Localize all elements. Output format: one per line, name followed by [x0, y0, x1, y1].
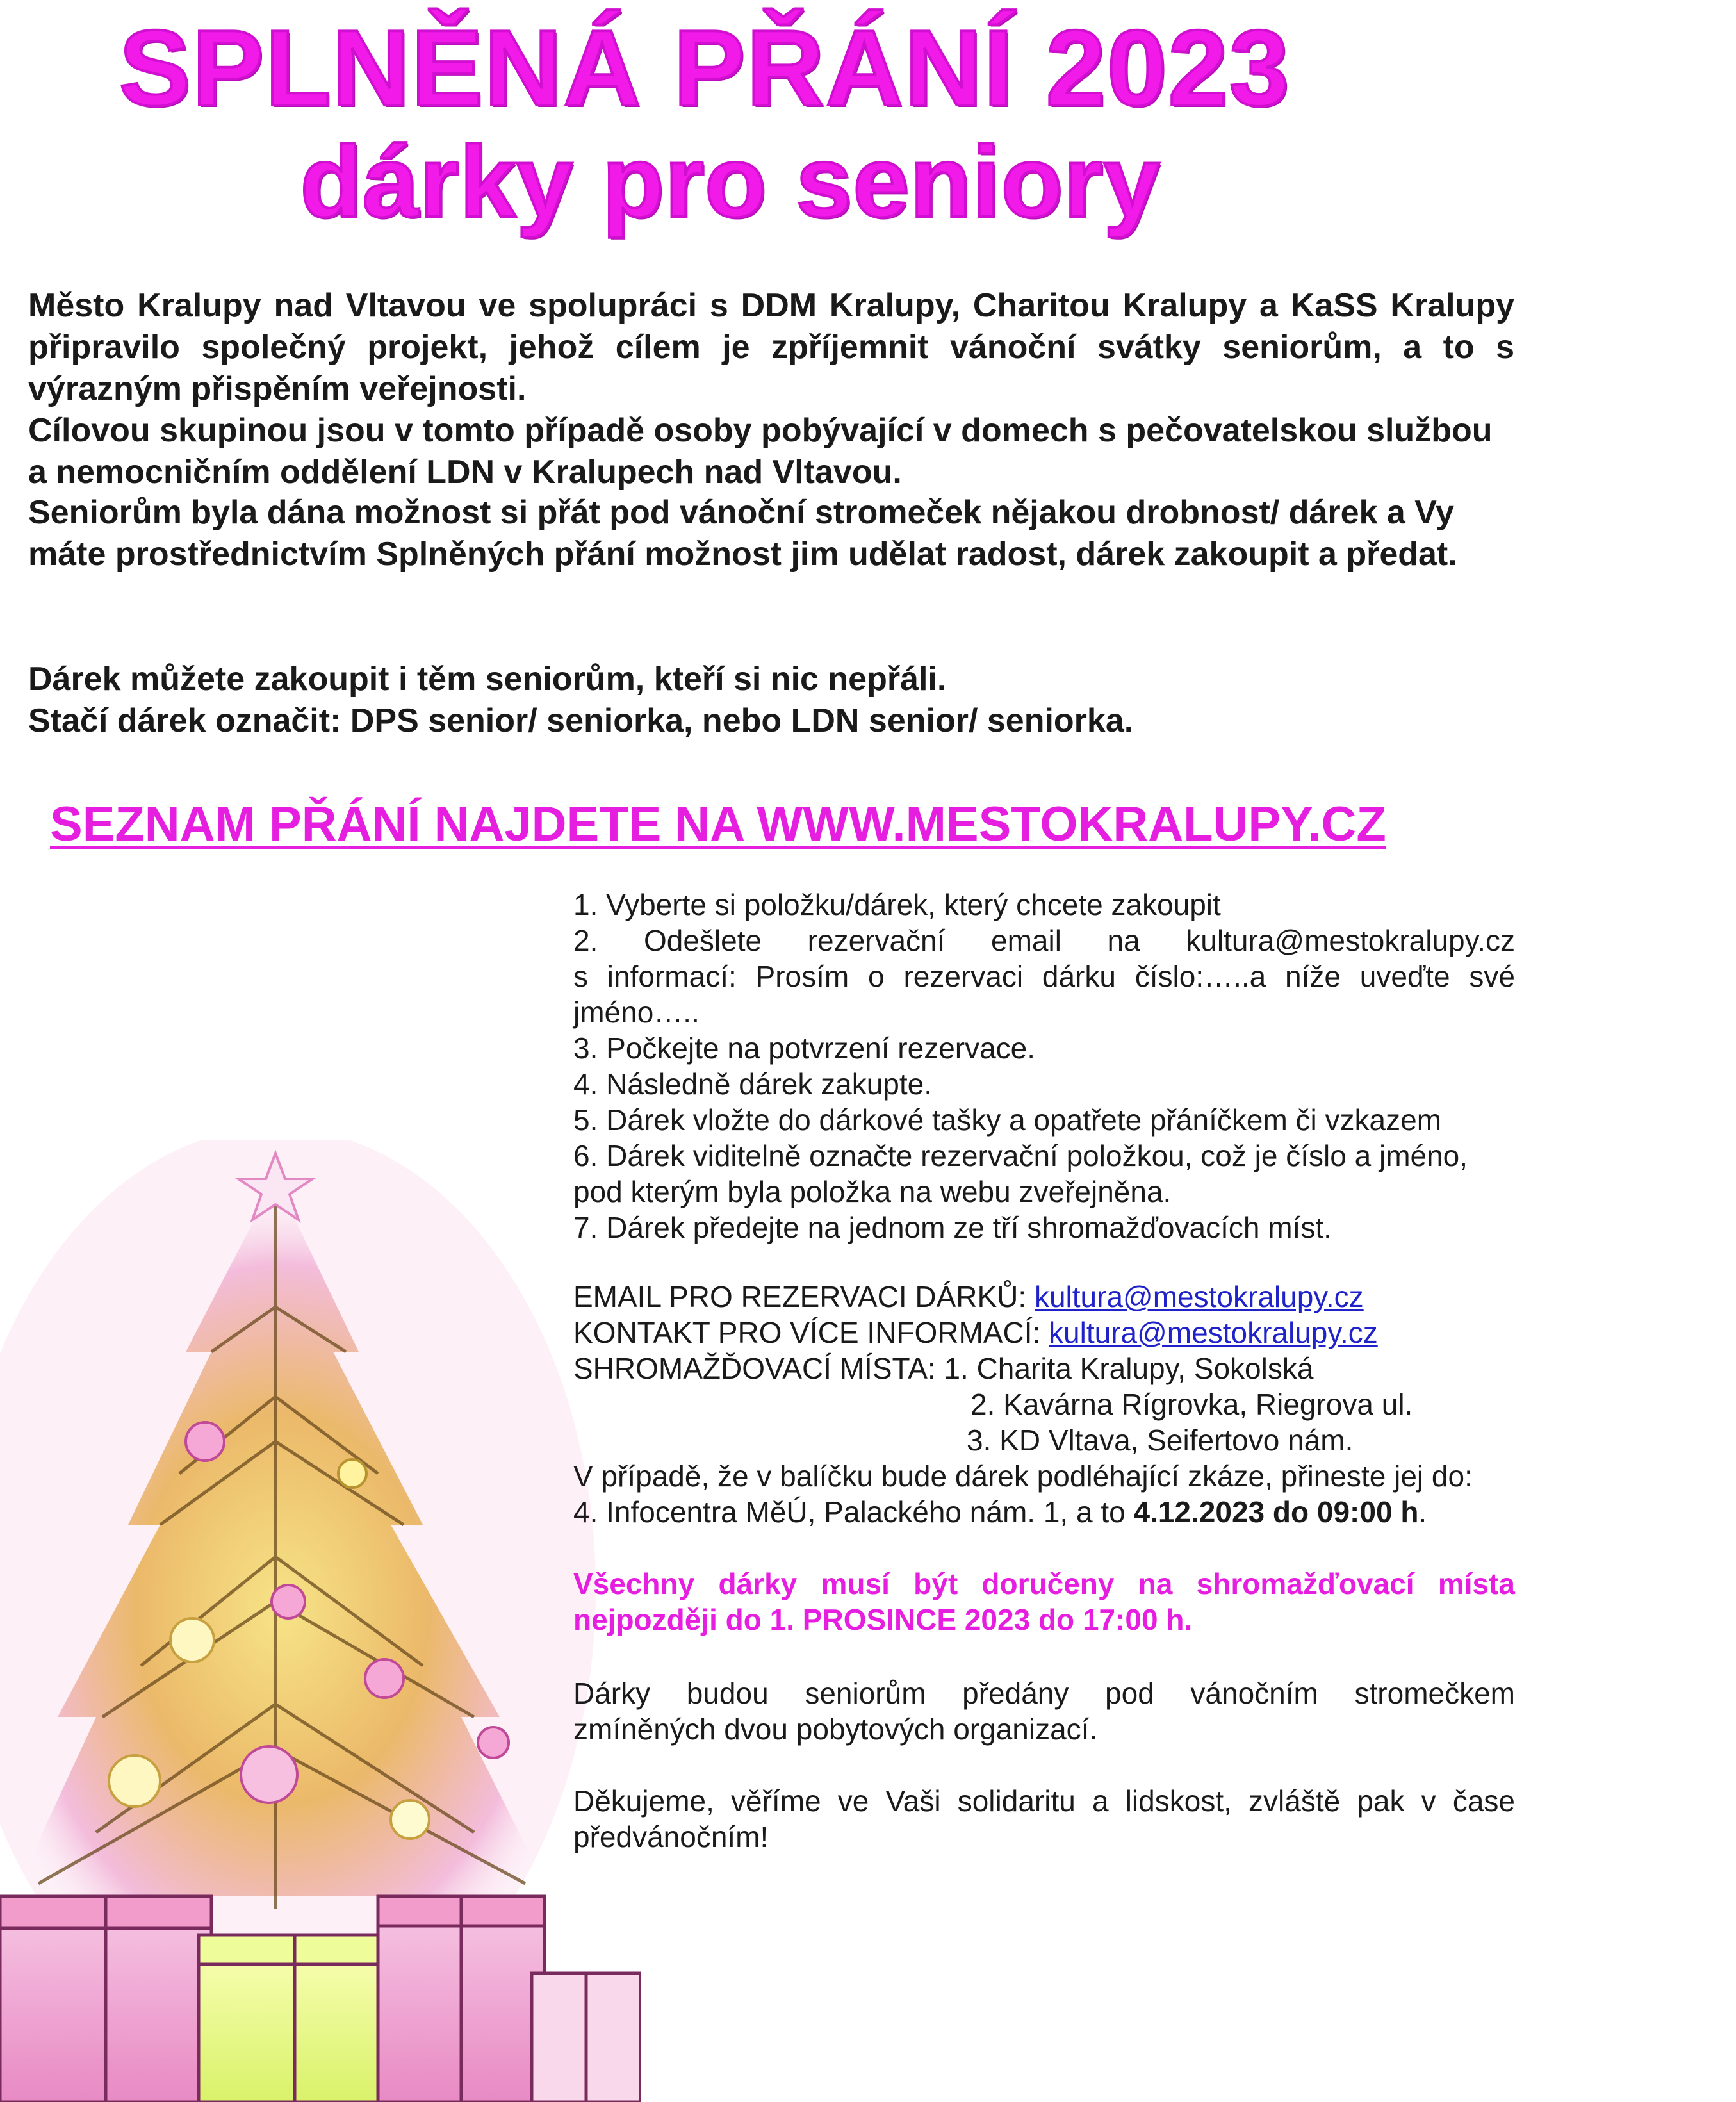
collection-point-2: 2. Kavárna Rígrovka, Riegrova ul.: [970, 1388, 1413, 1421]
step-2-cont: s informací: Prosím o rezervaci dárku číslo:…..a níže uveďte své: [573, 960, 1515, 993]
collection-point-4-end: .: [1418, 1495, 1427, 1529]
info-contact-link[interactable]: kultura@mestokralupy.cz: [1049, 1316, 1378, 1349]
step-3: 3. Počkejte na potvrzení rezervace.: [573, 1031, 1036, 1065]
step-4: 4. Následně dárek zakupte.: [573, 1067, 933, 1101]
email-reservation-label: EMAIL PRO REZERVACI DÁRKŮ:: [573, 1280, 1035, 1313]
info-contact-label: KONTAKT PRO VÍCE INFORMACÍ:: [573, 1316, 1049, 1349]
delivery-deadline: [573, 1566, 1515, 1638]
step-6: 6. Dárek viditelně označte rezervační položkou, což je číslo a jméno,: [573, 1139, 1468, 1172]
christmas-tree-illustration: [0, 1140, 641, 2102]
email-reservation-line: [573, 1279, 1515, 1315]
collection-point-3: 3. KD Vltava, Seifertovo nám.: [967, 1424, 1354, 1457]
intro-paragraph-2: Cílovou skupinou jsou v tomto případě osoby pobývající v domech s pečovatelskou službou a nemocničním oddělení LDN v Kralupech nad Vltavou.: [28, 412, 1493, 491]
intro-paragraph-1: Město Kralupy nad Vltavou ve spolupráci s DDM Kralupy, Charitou Kralupy a KaSS Kralupy připravilo společný projekt, jehož cílem je zpříjemnit vánoční svátky seniorům, a to s výrazným přispěním veřejnosti.: [28, 287, 1514, 407]
intro-paragraph-3: Seniorům byla dána možnost si přát pod vánoční stromeček nějakou drobnost/ dárek a Vy máte prostřednictvím Splněných přání možnost jim udělat radost, dárek zakoupit a předat.: [28, 494, 1457, 573]
contact-info: [573, 1279, 1515, 1530]
thanks-line-2: předvánočním!: [573, 1820, 769, 1853]
step-1: 1. Vyberte si položku/dárek, který chcete zakoupit: [573, 888, 1221, 921]
step-6-cont: pod kterým byla položka na webu zveřejněna.: [573, 1175, 1172, 1208]
instructions-list: [573, 887, 1515, 1245]
handover-line-1: Dárky budou seniorům předány pod vánočním stromečkem: [573, 1677, 1515, 1710]
deadline-line-2: nejpozději do 1. PROSINCE 2023 do 17:00 h.: [573, 1603, 1193, 1636]
handover-line-2: zmíněných dvou pobytových organizací.: [573, 1712, 1098, 1746]
collection-points-line: [573, 1351, 1515, 1386]
collection-point-4-deadline: 4.12.2023 do 09:00 h: [1133, 1495, 1419, 1529]
collection-points-label: SHROMAŽĎOVACÍ MÍSTA:: [573, 1352, 944, 1385]
perishable-note: V případě, že v balíčku bude dárek podléhající zkáze, přineste jej do:: [573, 1459, 1473, 1493]
intro-paragraph-4: Dárek můžete zakoupit i těm seniorům, kteří si nic nepřáli.: [28, 661, 947, 698]
handover-note: [573, 1675, 1515, 1747]
step-5: 5. Dárek vložte do dárkové tašky a opatřete přáníčkem či vzkazem: [573, 1103, 1442, 1137]
title-line-1: SPLNĚNÁ PŘÁNÍ 2023: [119, 8, 1291, 128]
email-reservation-link[interactable]: kultura@mestokralupy.cz: [1034, 1280, 1364, 1313]
collection-point-4-line: [573, 1494, 1515, 1530]
wishlist-heading: SEZNAM PŘÁNÍ NAJDETE NA WWW.MESTOKRALUPY.CZ: [50, 797, 1386, 851]
step-7: 7. Dárek předejte na jednom ze tří shromažďovacích míst.: [573, 1211, 1332, 1244]
collection-point-4: 4. Infocentra MěÚ, Palackého nám. 1, a to: [573, 1495, 1134, 1529]
step-2-name: jméno…..: [573, 996, 700, 1029]
collection-point-1: 1. Charita Kralupy, Sokolská: [944, 1352, 1314, 1385]
intro-paragraph-5: Stačí dárek označit: DPS senior/ seniorka, nebo LDN senior/ seniorka.: [28, 702, 1134, 739]
info-contact-line: [573, 1315, 1515, 1351]
thanks-line-1: Děkujeme, věříme ve Vaši solidaritu a lidskost, zvláště pak v čase: [573, 1784, 1515, 1818]
thanks-note: [573, 1783, 1515, 1855]
title-line-2: dárky pro seniory: [300, 126, 1161, 238]
deadline-line-1: Všechny dárky musí být doručeny na shromažďovací místa: [573, 1567, 1515, 1600]
step-2: 2. Odešlete rezervační email na kultura@mestokralupy.cz: [573, 924, 1515, 957]
